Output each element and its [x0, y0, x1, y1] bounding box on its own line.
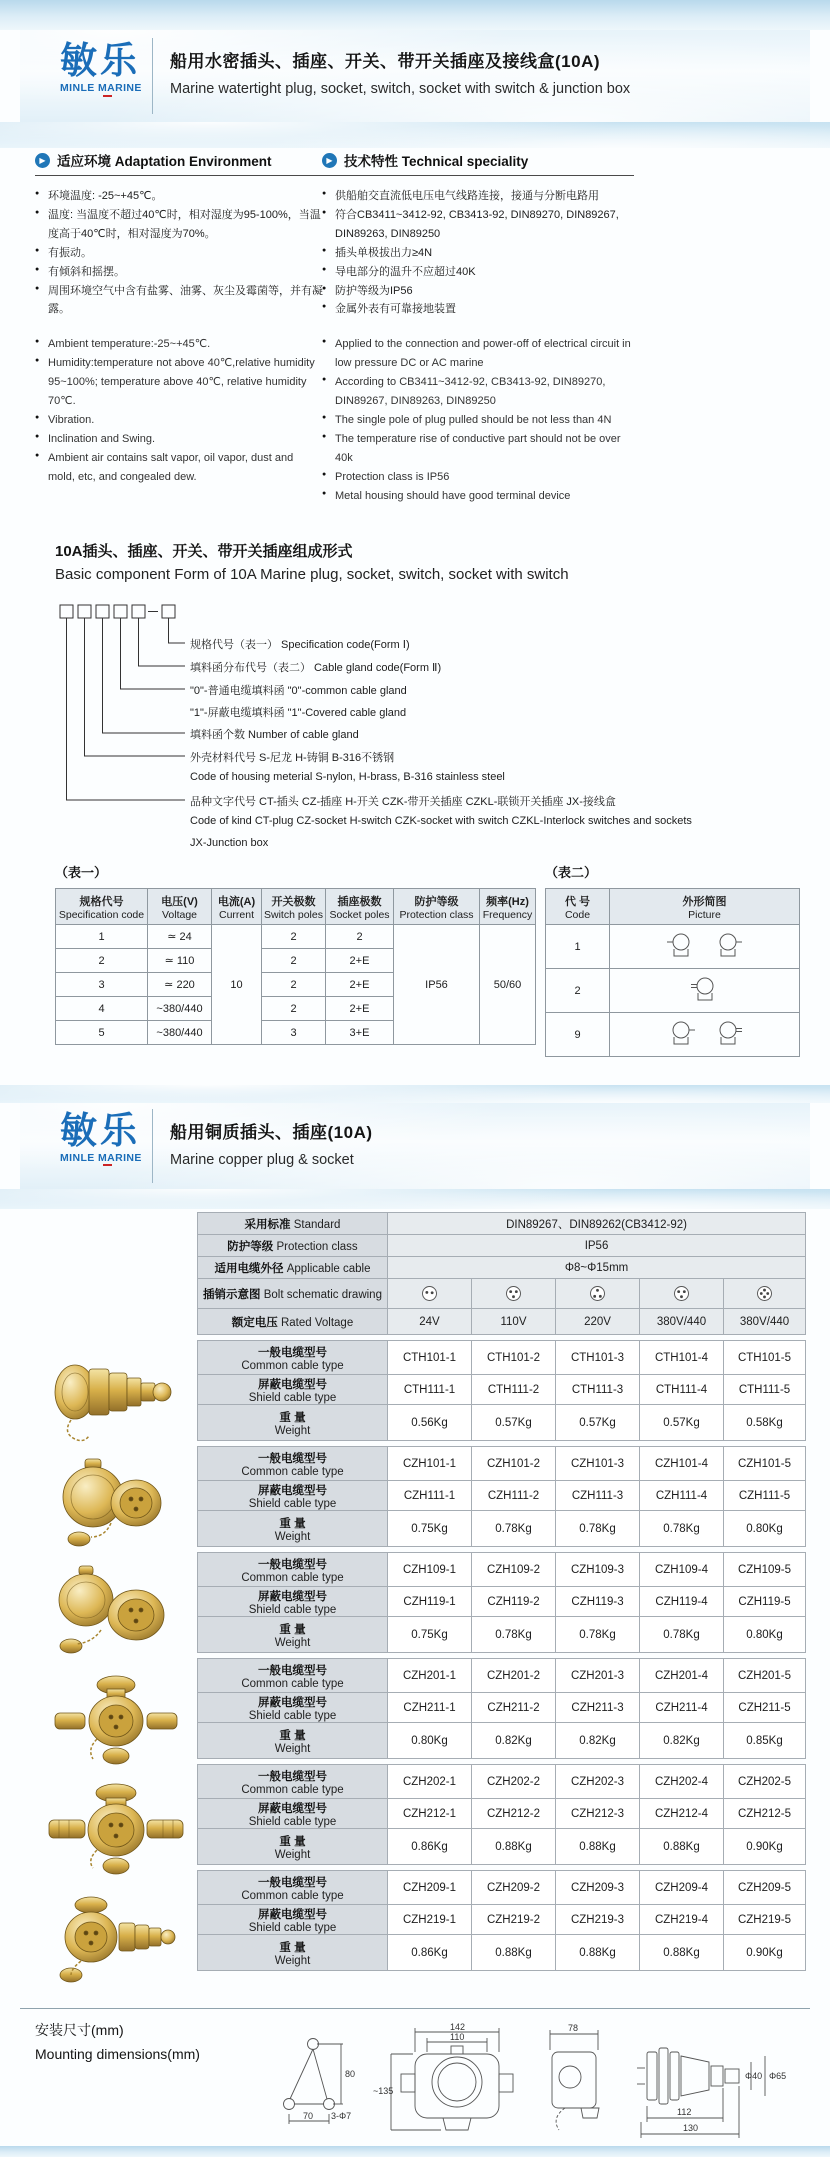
- bullet-item: ● Applied to the connection and power-off of electrical circuit in low pressure DC or AC marine: [322, 335, 634, 373]
- bullet-item: ● The temperature rise of conductive part should not be over 40k: [322, 430, 634, 468]
- model-number: CZH219-4: [640, 1905, 724, 1935]
- weight-value: 0.88Kg: [556, 1935, 640, 1971]
- section-technical: [322, 150, 634, 506]
- model-number: CZH201-5: [724, 1659, 806, 1693]
- row-label: 重 量 Weight: [198, 1511, 388, 1547]
- bullet-item: ● According to CB3411~3412-92, CB3413-92, DIN89270, DIN89267, DIN89263, DIN89250: [322, 373, 634, 411]
- weight-value: 0.88Kg: [472, 1935, 556, 1971]
- column-header: 代 号 Code: [546, 889, 610, 925]
- pin-diagram-2pin-earth-icon: [640, 1279, 724, 1309]
- model-number: CZH212-4: [640, 1799, 724, 1829]
- pin-diagram-2pin-icon: [388, 1279, 472, 1309]
- weight-value: 0.88Kg: [472, 1829, 556, 1865]
- weight-value: 0.88Kg: [640, 1829, 724, 1865]
- model-number: CZH101-3: [556, 1447, 640, 1481]
- model-number: CTH101-1: [388, 1341, 472, 1375]
- brand-logo: [60, 42, 142, 94]
- dimension-label: 112: [677, 2107, 692, 2117]
- pin-diagram-3pin-earth-icon: [724, 1279, 806, 1309]
- row-label: 一般电缆型号 Common cable type: [198, 1659, 388, 1693]
- column-header: 插座极数 Socket poles: [326, 889, 394, 925]
- table-cell: 3: [262, 1021, 326, 1045]
- row-label: 屏蔽电缆型号 Shield cable type: [198, 1587, 388, 1617]
- gland-stub-right-icon: [665, 1020, 697, 1046]
- model-number: CZH212-1: [388, 1799, 472, 1829]
- section-header: [35, 150, 323, 176]
- mounting-drawings: [265, 2022, 810, 2155]
- weight-value: 0.78Kg: [472, 1511, 556, 1547]
- weight-value: 0.88Kg: [640, 1935, 724, 1971]
- adaptation-list-cn: [35, 187, 323, 319]
- section-component-form: [55, 540, 795, 867]
- model-number: CZH119-3: [556, 1587, 640, 1617]
- column-header: 外形简图 Picture: [610, 889, 800, 925]
- weight-value: 0.86Kg: [388, 1829, 472, 1865]
- column-header: 防护等级 Protection class: [394, 889, 480, 925]
- row-label: 重 量 Weight: [198, 1829, 388, 1865]
- row-label: 一般电缆型号 Common cable type: [198, 1871, 388, 1905]
- logo-accent: [103, 95, 112, 97]
- logo-cn-text: 敏乐: [60, 40, 140, 81]
- model-number: CZH201-2: [472, 1659, 556, 1693]
- bottom-band: [0, 2146, 830, 2157]
- row-label: 屏蔽电缆型号 Shield cable type: [198, 1693, 388, 1723]
- bullet-item: ● 插头单极拔出力≥4N: [322, 244, 634, 263]
- model-number: CTH111-2: [472, 1375, 556, 1405]
- top-band: [0, 0, 830, 30]
- weight-value: 0.78Kg: [556, 1511, 640, 1547]
- component-title-cn: 10A插头、插座、开关、带开关插座组成形式: [55, 543, 353, 560]
- product-photo-czh109-socket: [40, 1560, 192, 1660]
- model-number: CZH101-1: [388, 1447, 472, 1481]
- wave-divider-3: [0, 1189, 830, 1209]
- weight-value: 0.57Kg: [472, 1405, 556, 1441]
- model-number: CZH202-1: [388, 1765, 472, 1799]
- spec-info-block: [197, 1212, 806, 1335]
- gland-stub-left-shielded-icon: [689, 976, 721, 1002]
- row-label: 插销示意图 Bolt schematic drawing: [198, 1279, 388, 1309]
- column-header: 开关极数 Switch poles: [262, 889, 326, 925]
- dimension-label: 142: [450, 2022, 466, 2032]
- weight-value: 0.75Kg: [388, 1511, 472, 1547]
- table-cell: 2: [262, 949, 326, 973]
- table-cell: 3+E: [326, 1021, 394, 1045]
- weight-value: 0.90Kg: [724, 1935, 806, 1971]
- table-cell-protection: IP56: [394, 925, 480, 1045]
- model-number: CZH209-4: [640, 1871, 724, 1905]
- model-number: CZH111-2: [472, 1481, 556, 1511]
- model-number: CTH111-3: [556, 1375, 640, 1405]
- row-label: 一般电缆型号 Common cable type: [198, 1341, 388, 1375]
- model-number: CTH111-1: [388, 1375, 472, 1405]
- form2-block: [545, 862, 800, 1057]
- weight-value: 0.85Kg: [724, 1723, 806, 1759]
- bullet-item: ● Humidity:temperature not above 40℃,relative humidity 95~100%; temperature above 40℃, relative humidity 70℃.: [35, 354, 323, 411]
- diagram-label: 规格代号（表一） Specification code(Form Ⅰ): [190, 639, 410, 651]
- product-spec-group-czh209: [197, 1870, 806, 1971]
- bullet-item: ● 导电部分的温升不应超过40K: [322, 263, 634, 282]
- form2-title: （表二）: [545, 865, 598, 880]
- table-cell: 2: [262, 925, 326, 949]
- product-spec-group-czh101: [197, 1446, 806, 1547]
- header-divider: [152, 38, 153, 114]
- model-number: CZH212-2: [472, 1799, 556, 1829]
- model-number: CZH111-1: [388, 1481, 472, 1511]
- logo-cn-text: 敏乐: [60, 1110, 140, 1151]
- model-number: CZH101-2: [472, 1447, 556, 1481]
- gland-stub-right-shielded-icon: [712, 1020, 744, 1046]
- diagram-label: "1"-屏蔽电缆填料函 "1"-Covered cable gland: [190, 707, 407, 719]
- weight-value: 0.57Kg: [640, 1405, 724, 1441]
- table-cell: ~380/440: [148, 997, 212, 1021]
- diagram-label: 填料函个数 Number of cable gland: [190, 729, 359, 741]
- play-icon: ▶: [322, 153, 337, 168]
- model-number: CZH201-4: [640, 1659, 724, 1693]
- dimension-label: Φ40: [745, 2071, 763, 2081]
- model-number: CTH101-4: [640, 1341, 724, 1375]
- model-number: CZH212-3: [556, 1799, 640, 1829]
- product-spec-group-czh202: [197, 1764, 806, 1865]
- product-photo-czh202-socket: [40, 1778, 192, 1878]
- bullet-item: ● 防护等级为IP56: [322, 282, 634, 301]
- product-photo-czh201-socket: [40, 1669, 192, 1769]
- header-2: [20, 1103, 810, 1189]
- model-number: CZH111-4: [640, 1481, 724, 1511]
- model-number: CZH101-4: [640, 1447, 724, 1481]
- dimension-label: 80: [345, 2069, 356, 2079]
- model-number: CZH111-3: [556, 1481, 640, 1511]
- weight-value: 0.57Kg: [556, 1405, 640, 1441]
- bullet-item: ● 符合CB3411~3412-92, CB3413-92, DIN89270, DIN89267, DIN89263, DIN89250: [322, 206, 634, 244]
- diagram-label: 外壳材料代号 S-尼龙 H-铸铜 B-316不锈钢: [190, 752, 395, 764]
- dimension-label: 78: [568, 2023, 579, 2033]
- weight-value: 0.80Kg: [724, 1511, 806, 1547]
- table-cell: 2: [56, 949, 148, 973]
- wave-divider-1: [0, 122, 830, 148]
- row-label: 一般电缆型号 Common cable type: [198, 1765, 388, 1799]
- model-number: CTH101-2: [472, 1341, 556, 1375]
- product-photo-czh101-socket: [40, 1451, 192, 1551]
- pin-diagram-2pin-earth-icon: [472, 1279, 556, 1309]
- bullet-item: ● Protection class is IP56: [322, 468, 634, 487]
- table-cell: 2+E: [326, 973, 394, 997]
- pin-diagram-2pin-earth-icon: [556, 1279, 640, 1309]
- wave-divider-2: [0, 1085, 830, 1103]
- mounting-title-cn: 安装尺寸(mm): [35, 2022, 124, 2038]
- model-number: CZH119-5: [724, 1587, 806, 1617]
- model-number: CZH202-2: [472, 1765, 556, 1799]
- adaptation-list-en: [35, 335, 323, 486]
- model-number: CTH101-3: [556, 1341, 640, 1375]
- model-number: CTH111-4: [640, 1375, 724, 1405]
- model-number: CZH109-1: [388, 1553, 472, 1587]
- weight-value: 0.80Kg: [724, 1617, 806, 1653]
- form2-table: [545, 888, 800, 1057]
- dimension-label: 70: [303, 2111, 314, 2121]
- model-number: CZH201-1: [388, 1659, 472, 1693]
- table-cell-code: 1: [546, 925, 610, 969]
- weight-value: 0.82Kg: [472, 1723, 556, 1759]
- dimension-label: ~135: [373, 2086, 394, 2096]
- model-number: CZH219-1: [388, 1905, 472, 1935]
- table-cell: 3: [56, 973, 148, 997]
- bullet-item: ● Ambient air contains salt vapor, oil vapor, dust and mold, etc, and congealed dew.: [35, 449, 323, 487]
- row-label: 适用电缆外径 Applicable cable: [198, 1257, 388, 1279]
- logo-en-text: MINLE MARINE: [60, 1152, 142, 1164]
- weight-value: 0.86Kg: [388, 1935, 472, 1971]
- code-structure-diagram: [55, 597, 795, 867]
- standard-value: DIN89267、DIN89262(CB3412-92): [388, 1213, 806, 1235]
- play-icon: ▶: [35, 153, 50, 168]
- bullet-item: ● Ambient temperature:-25~+45℃.: [35, 335, 323, 354]
- column-header: 频率(Hz) Frequency: [480, 889, 536, 925]
- section-page-title-cn: 船用铜质插头、插座(10A): [170, 1123, 373, 1142]
- voltage-value: 24V: [388, 1309, 472, 1335]
- dimension-label: 3-Φ7: [331, 2111, 352, 2121]
- row-label: 防护等级 Protection class: [198, 1235, 388, 1257]
- model-number: CZH209-3: [556, 1871, 640, 1905]
- row-label: 重 量 Weight: [198, 1723, 388, 1759]
- voltage-value: 380V/440: [724, 1309, 806, 1335]
- section-adaptation: [35, 150, 323, 487]
- table-cell: 5: [56, 1021, 148, 1045]
- footer-rule: [20, 2008, 810, 2009]
- table-cell-code: 2: [546, 969, 610, 1013]
- model-number: CZH211-2: [472, 1693, 556, 1723]
- table-cell: 4: [56, 997, 148, 1021]
- header-1: [20, 30, 810, 122]
- gland-stub-left-icon: [665, 932, 697, 958]
- model-number: CZH211-5: [724, 1693, 806, 1723]
- table-cell: 1: [56, 925, 148, 949]
- header-divider: [152, 1109, 153, 1183]
- model-number: CZH211-3: [556, 1693, 640, 1723]
- row-label: 屏蔽电缆型号 Shield cable type: [198, 1375, 388, 1405]
- bullet-item: ● 温度: 当温度不超过40℃时，相对湿度为95-100%，当温度高于40℃时，相对湿度为70%。: [35, 206, 323, 244]
- protection-value: IP56: [388, 1235, 806, 1257]
- gland-picture-cell: [610, 925, 800, 969]
- weight-value: 0.56Kg: [388, 1405, 472, 1441]
- row-label: 重 量 Weight: [198, 1617, 388, 1653]
- table-cell: ~380/440: [148, 1021, 212, 1045]
- model-number: CZH101-5: [724, 1447, 806, 1481]
- model-number: CZH109-4: [640, 1553, 724, 1587]
- bullet-item: ● Vibration.: [35, 411, 323, 430]
- model-number: CZH109-2: [472, 1553, 556, 1587]
- component-title-en: Basic component Form of 10A Marine plug, socket, switch, socket with switch: [55, 566, 569, 583]
- brand-logo: [60, 1112, 142, 1164]
- model-number: CZH109-5: [724, 1553, 806, 1587]
- mounting-title-en: Mounting dimensions(mm): [35, 2046, 200, 2062]
- table-cell: ≃ 220: [148, 973, 212, 997]
- spec-info-table: [197, 1212, 806, 1335]
- model-number: CZH212-5: [724, 1799, 806, 1829]
- spec-groups-block: [197, 1340, 806, 1976]
- voltage-value: 380V/440: [640, 1309, 724, 1335]
- cable-diameter-value: Φ8~Φ15mm: [388, 1257, 806, 1279]
- row-label: 屏蔽电缆型号 Shield cable type: [198, 1481, 388, 1511]
- model-number: CZH211-1: [388, 1693, 472, 1723]
- model-number: CZH119-4: [640, 1587, 724, 1617]
- row-label: 额定电压 Rated Voltage: [198, 1309, 388, 1335]
- dimension-label: Φ65: [769, 2071, 787, 2081]
- diagram-label: "0"-普通电缆填料函 "0"-common cable gland: [190, 685, 407, 697]
- form1-title: （表一）: [55, 865, 108, 880]
- product-spec-group-czh109: [197, 1552, 806, 1653]
- bullet-item: ● 金属外表有可靠接地装置: [322, 300, 634, 319]
- model-number: CZH211-4: [640, 1693, 724, 1723]
- technical-list-cn: [322, 187, 634, 319]
- bullet-item: ● The single pole of plug pulled should be not less than 4N: [322, 411, 634, 430]
- form1-block: [55, 862, 536, 1045]
- model-number: CZH202-4: [640, 1765, 724, 1799]
- gland-stub-right-icon: [712, 932, 744, 958]
- column-header: 规格代号 Specification code: [56, 889, 148, 925]
- weight-value: 0.78Kg: [556, 1617, 640, 1653]
- voltage-value: 220V: [556, 1309, 640, 1335]
- model-number: CTH111-5: [724, 1375, 806, 1405]
- table-cell: 2+E: [326, 949, 394, 973]
- model-number: CZH202-3: [556, 1765, 640, 1799]
- logo-en-text: MINLE MARINE: [60, 82, 142, 94]
- product-spec-group-cth101: [197, 1340, 806, 1441]
- table-cell: 2: [262, 997, 326, 1021]
- model-number: CZH111-5: [724, 1481, 806, 1511]
- logo-accent: [103, 1164, 112, 1166]
- weight-value: 0.58Kg: [724, 1405, 806, 1441]
- table-cell: 2: [326, 925, 394, 949]
- bullet-item: ● 有振动。: [35, 244, 323, 263]
- section-page-title-en: Marine copper plug & socket: [170, 1152, 354, 1168]
- page-title-cn: 船用水密插头、插座、开关、带开关插座及接线盒(10A): [170, 52, 601, 71]
- gland-picture-cell: [610, 969, 800, 1013]
- dimension-label: 130: [683, 2123, 699, 2133]
- section-header: [322, 150, 634, 176]
- bullet-item: ● Inclination and Swing.: [35, 430, 323, 449]
- model-number: CZH119-2: [472, 1587, 556, 1617]
- weight-value: 0.80Kg: [388, 1723, 472, 1759]
- weight-value: 0.75Kg: [388, 1617, 472, 1653]
- product-photo-czh209-socket-plug: [40, 1887, 192, 1987]
- row-label: 采用标准 Standard: [198, 1213, 388, 1235]
- column-header: 电流(A) Current: [212, 889, 262, 925]
- model-number: CZH201-3: [556, 1659, 640, 1693]
- table-cell: 2+E: [326, 997, 394, 1021]
- model-number: CZH219-3: [556, 1905, 640, 1935]
- row-label: 一般电缆型号 Common cable type: [198, 1553, 388, 1587]
- diagram-label: 填料函分布代号（表二） Cable gland code(Form Ⅱ): [190, 662, 442, 674]
- bullet-item: ● 有倾斜和摇摆。: [35, 263, 323, 282]
- diagram-label: Code of kind CT-plug CZ-socket H-switch CZK-socket with switch CZKL-Interlock switches and sockets: [190, 815, 692, 827]
- weight-value: 0.78Kg: [640, 1511, 724, 1547]
- row-label: 屏蔽电缆型号 Shield cable type: [198, 1905, 388, 1935]
- table-cell-code: 9: [546, 1013, 610, 1057]
- table-cell: ≃ 24: [148, 925, 212, 949]
- voltage-value: 110V: [472, 1309, 556, 1335]
- model-number: CZH209-1: [388, 1871, 472, 1905]
- model-number: CZH209-5: [724, 1871, 806, 1905]
- technical-list-en: [322, 335, 634, 505]
- row-label: 重 量 Weight: [198, 1405, 388, 1441]
- diagram-label: Code of housing meterial S-nylon, H-brass, B-316 stainless steel: [190, 771, 505, 783]
- gland-picture-cell: [610, 1013, 800, 1057]
- page-title-en: Marine watertight plug, socket, switch, socket with switch & junction box: [170, 81, 631, 97]
- bullet-item: ● 周围环境空气中含有盐雾、油雾、灰尘及霉菌等，并有凝露。: [35, 282, 323, 320]
- weight-value: 0.88Kg: [556, 1829, 640, 1865]
- row-label: 一般电缆型号 Common cable type: [198, 1447, 388, 1481]
- model-number: CZH219-2: [472, 1905, 556, 1935]
- bullet-item: ● 环境温度: -25~+45℃。: [35, 187, 323, 206]
- table-cell-frequency: 50/60: [480, 925, 536, 1045]
- bullet-item: ● 供船舶交直流低电压电气线路连接，接通与分断电路用: [322, 187, 634, 206]
- model-number: CZH219-5: [724, 1905, 806, 1935]
- form1-table: [55, 888, 536, 1045]
- table-cell: ≃ 110: [148, 949, 212, 973]
- weight-value: 0.82Kg: [640, 1723, 724, 1759]
- weight-value: 0.82Kg: [556, 1723, 640, 1759]
- model-number: CZH202-5: [724, 1765, 806, 1799]
- weight-value: 0.90Kg: [724, 1829, 806, 1865]
- model-number: CZH119-1: [388, 1587, 472, 1617]
- bullet-item: ● Metal housing should have good terminal device: [322, 487, 634, 506]
- product-spec-group-czh201: [197, 1658, 806, 1759]
- section-title: 技术特性 Technical speciality: [344, 154, 529, 169]
- row-label: 屏蔽电缆型号 Shield cable type: [198, 1799, 388, 1829]
- model-number: CZH109-3: [556, 1553, 640, 1587]
- weight-value: 0.78Kg: [472, 1617, 556, 1653]
- model-number: CZH209-2: [472, 1871, 556, 1905]
- dimension-label: 110: [450, 2032, 465, 2042]
- diagram-label: JX-Junction box: [190, 837, 269, 849]
- weight-value: 0.78Kg: [640, 1617, 724, 1653]
- column-header: 电压(V) Voltage: [148, 889, 212, 925]
- dimension-drawing: [265, 2022, 810, 2150]
- table-cell-current: 10: [212, 925, 262, 1045]
- table-cell: 2: [262, 973, 326, 997]
- product-photo-cth101-plug: [40, 1342, 192, 1442]
- diagram-label: 品种文字代号 CT-插头 CZ-插座 H-开关 CZK-带开关插座 CZKL-联锁开关插座 JX-接线盒: [190, 796, 616, 808]
- row-label: 重 量 Weight: [198, 1935, 388, 1971]
- model-number: CTH101-5: [724, 1341, 806, 1375]
- section-title: 适应环境 Adaptation Environment: [57, 154, 272, 169]
- footer-titles: [35, 2020, 200, 2062]
